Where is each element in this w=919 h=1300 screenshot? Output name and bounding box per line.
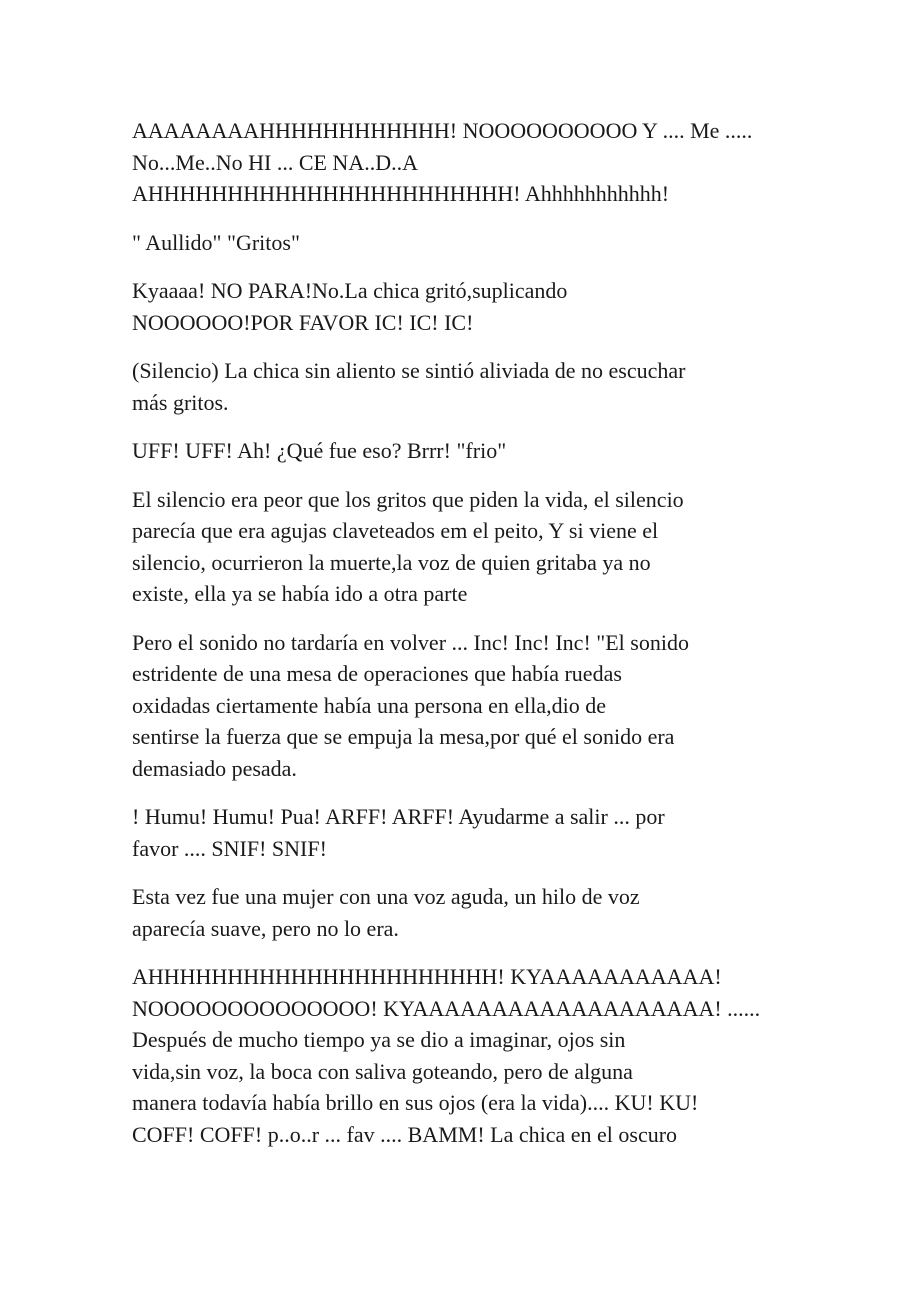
paragraph-kyaaaa: Kyaaaa! NO PARA!No.La chica gritó,suplicando NOOOOOO!POR FAVOR IC! IC! IC!: [132, 278, 568, 335]
paragraph-sound-returns: Pero el sonido no tardaría en volver ... Inc! Inc! Inc! "El sonido estridente de una mesa de operaciones que había ruedas oxidadas ciertamente había una persona en ella,dio de sentirse la fuerza que se empuja la mesa,por qué el sonido era demasiado pesada.: [132, 629, 689, 781]
paragraph-silence: (Silencio) La chica sin aliento se sintió aliviada de no escuchar más gritos.: [132, 358, 686, 415]
paragraph-screams-2: AHHHHHHHHHHHHHHHHHHHHHH! KYAAAAAAAAAAA! NOOOOOOOOOOOOOO! KYAAAAAAAAAAAAAAAAAAA! ...... Después de mucho tiempo ya se dio a imaginar, ojos sin vida,sin voz, la boca con saliva goteando, pero de alguna manera todavía había brillo en sus ojos (era la vida).... KU! KU! COFF! COFF! p..o..r ... fav .... BAMM! La chica en el oscuro: [132, 964, 761, 1147]
paragraph-howl: " Aullido" "Gritos": [132, 229, 300, 255]
paragraph-uff: UFF! UFF! Ah! ¿Qué fue eso? Brrr! "frio": [132, 438, 507, 463]
paragraph-woman-voice: Esta vez fue una mujer con una voz aguda, un hilo de voz aparecía suave, pero no lo era.: [132, 884, 640, 941]
paragraph-humu: ! Humu! Humu! Pua! ARFF! ARFF! Ayudarme a salir ... por favor .... SNIF! SNIF!: [132, 804, 665, 861]
paragraph-silence-worse: El silencio era peor que los gritos que piden la vida, el silencio parecía que era agujas claveteados em el peito, Y si viene el silencio, ocurrieron la muerte,la voz de quien gritaba ya no existe, ella ya se había ido a otra parte: [132, 486, 684, 606]
paragraph-screams-1: AAAAAAAAHHHHHHHHHHHH! NOOOOOOOOOO Y .... Me ..... No...Me..No HI ... CE NA..D..A AHHHHHHHHHHHHHHHHHHHHHHH! Ahhhhhhhhhhh!: [132, 118, 753, 206]
document-body: [132, 115, 800, 1167]
